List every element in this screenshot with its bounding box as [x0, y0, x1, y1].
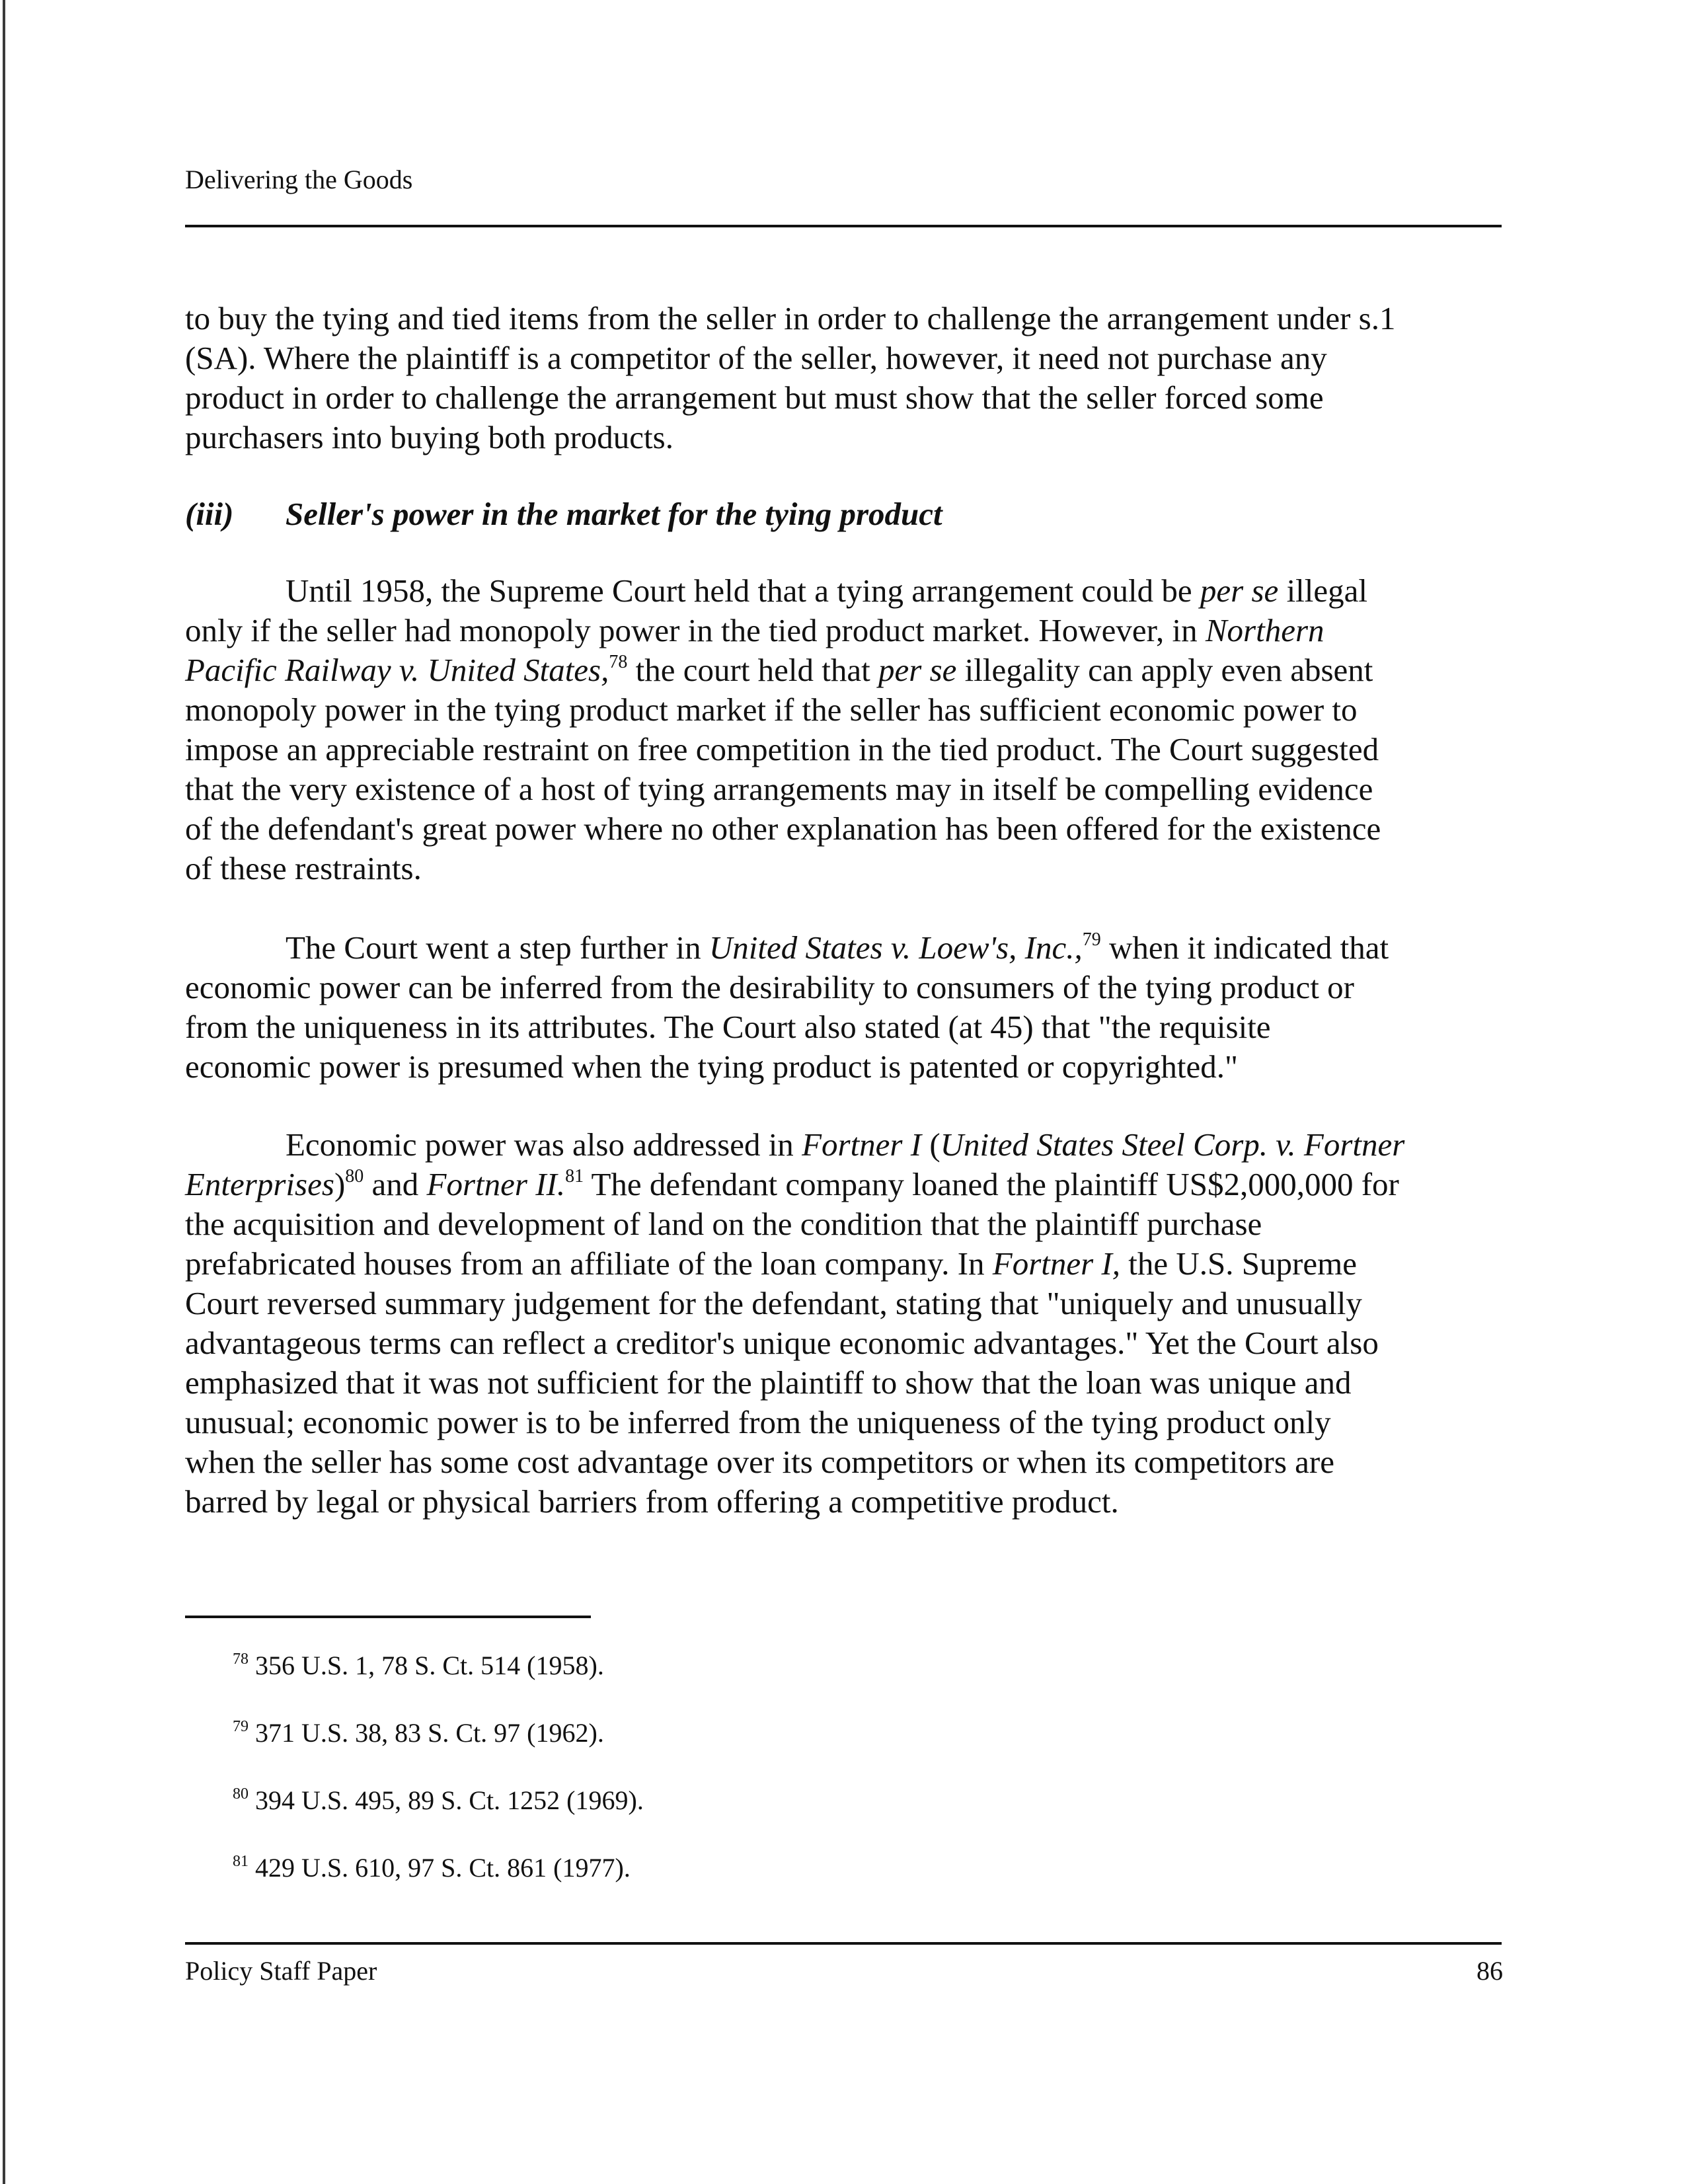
footnote-marker: 79 [233, 1718, 249, 1735]
text-run: illegality can apply even absent [956, 652, 1373, 688]
text-run: illegal [1278, 572, 1368, 609]
case-name: Fortner II. [426, 1166, 566, 1202]
footnote-ref[interactable]: 81 [565, 1166, 584, 1187]
italic-term: per se [878, 652, 957, 688]
paragraph-2 [185, 928, 1502, 1087]
text-run: when it indicated that [1100, 929, 1389, 966]
text-line: emphasized that it was not sufficient for the plaintiff to show that the loan was unique and [185, 1364, 1352, 1401]
text-line: the acquisition and development of land on the condition that the plaintiff purchase [185, 1206, 1262, 1242]
text-run: The Court went a step further in [286, 929, 709, 966]
text-line: of these restraints. [185, 850, 422, 886]
footnote-ref[interactable]: 79 [1082, 929, 1101, 950]
text-run: Economic power was also addressed in [286, 1126, 802, 1163]
footnote-marker: 80 [233, 1785, 249, 1803]
case-name: United States Steel Corp. v. Fortner [940, 1126, 1405, 1163]
text-line: product in order to challenge the arrangement but must show that the seller forced some [185, 379, 1324, 416]
footer-publication: Policy Staff Paper [185, 1956, 377, 1986]
page-number: 86 [1477, 1956, 1503, 1986]
text-line: economic power can be inferred from the desirability to consumers of the tying product or [185, 969, 1354, 1005]
section-heading [185, 494, 942, 534]
text-line [185, 1125, 1502, 1165]
case-name: Fortner I, [992, 1245, 1121, 1282]
case-name: Pacific Railway v. United States, [185, 652, 609, 688]
text-run: the U.S. Supreme [1120, 1245, 1357, 1282]
footnote-ref[interactable]: 78 [609, 652, 628, 672]
text-line [185, 928, 1502, 968]
section-number: (iii) [185, 496, 234, 532]
text-line [185, 1165, 1502, 1204]
intro-paragraph [185, 299, 1502, 457]
text-line [185, 1244, 1502, 1284]
footnote-text: 356 U.S. 1, 78 S. Ct. 514 (1958). [249, 1651, 604, 1680]
running-header: Delivering the Goods [185, 165, 413, 194]
footnote-text: 429 U.S. 610, 97 S. Ct. 861 (1977). [249, 1853, 631, 1883]
text-line: purchasers into buying both products. [185, 419, 673, 455]
text-line: Court reversed summary judgement for the defendant, stating that "uniquely and unusually [185, 1285, 1362, 1321]
case-name: Northern [1205, 612, 1324, 648]
case-name: United States v. Loew's, Inc., [709, 929, 1083, 966]
case-name: Fortner I [802, 1126, 922, 1163]
text-run: ) [334, 1166, 346, 1202]
text-line: (SA). Where the plaintiff is a competitor of the seller, however, it need not purchase any [185, 340, 1327, 376]
footnote-ref[interactable]: 80 [345, 1166, 364, 1187]
text-line: impose an appreciable restraint on free competition in the tied product. The Court suggested [185, 731, 1379, 767]
footnote-marker: 81 [233, 1853, 249, 1870]
text-line: barred by legal or physical barriers from offering a competitive product. [185, 1483, 1119, 1520]
text-line: when the seller has some cost advantage over its competitors or when its competitors are [185, 1444, 1334, 1480]
footnote-separator [185, 1616, 591, 1618]
text-line [185, 650, 1502, 690]
text-line: monopoly power in the tying product market if the seller has sufficient economic power to [185, 691, 1358, 728]
footnote-text: 394 U.S. 495, 89 S. Ct. 1252 (1969). [249, 1785, 644, 1815]
text-line: economic power is presumed when the tying product is patented or copyrighted." [185, 1048, 1239, 1085]
footnote-80 [233, 1785, 644, 1816]
text-line: unusual; economic power is to be inferred from the uniqueness of the tying product only [185, 1404, 1331, 1440]
footnote-78 [233, 1650, 604, 1682]
footer-rule [185, 1942, 1502, 1945]
text-run: ( [921, 1126, 940, 1163]
footnote-79 [233, 1717, 604, 1749]
footnote-text: 371 U.S. 38, 83 S. Ct. 97 (1962). [249, 1718, 604, 1748]
text-run: the court held that [627, 652, 879, 688]
paragraph-3 [185, 1125, 1502, 1522]
footnote-marker: 78 [233, 1651, 249, 1668]
text-run: prefabricated houses from an affiliate of the loan company. In [185, 1245, 993, 1282]
text-run: and [364, 1166, 427, 1202]
text-run: The defendant company loaned the plaintiff US$2,000,000 for [584, 1166, 1399, 1202]
case-name: Enterprises [185, 1166, 334, 1202]
text-line: from the uniqueness in its attributes. The Court also stated (at 45) that "the requisite [185, 1009, 1271, 1045]
section-title: Seller's power in the market for the tying product [286, 496, 942, 532]
text-run: only if the seller had monopoly power in the tied product market. However, in [185, 612, 1206, 648]
italic-term: per se [1200, 572, 1279, 609]
header-rule [185, 225, 1502, 227]
text-line: that the very existence of a host of tying arrangements may in itself be compelling evidence [185, 771, 1373, 807]
paragraph-1 [185, 571, 1502, 888]
footnote-81 [233, 1852, 631, 1884]
text-line: of the defendant's great power where no other explanation has been offered for the existence [185, 810, 1381, 847]
text-line [185, 611, 1502, 650]
text-line: to buy the tying and tied items from the seller in order to challenge the arrangement under s.1 [185, 300, 1396, 336]
text-run: Until 1958, the Supreme Court held that a tying arrangement could be [286, 572, 1200, 609]
text-line: advantageous terms can reflect a creditor's unique economic advantages." Yet the Court also [185, 1325, 1379, 1361]
scan-edge [3, 0, 5, 2184]
text-line [185, 571, 1502, 611]
